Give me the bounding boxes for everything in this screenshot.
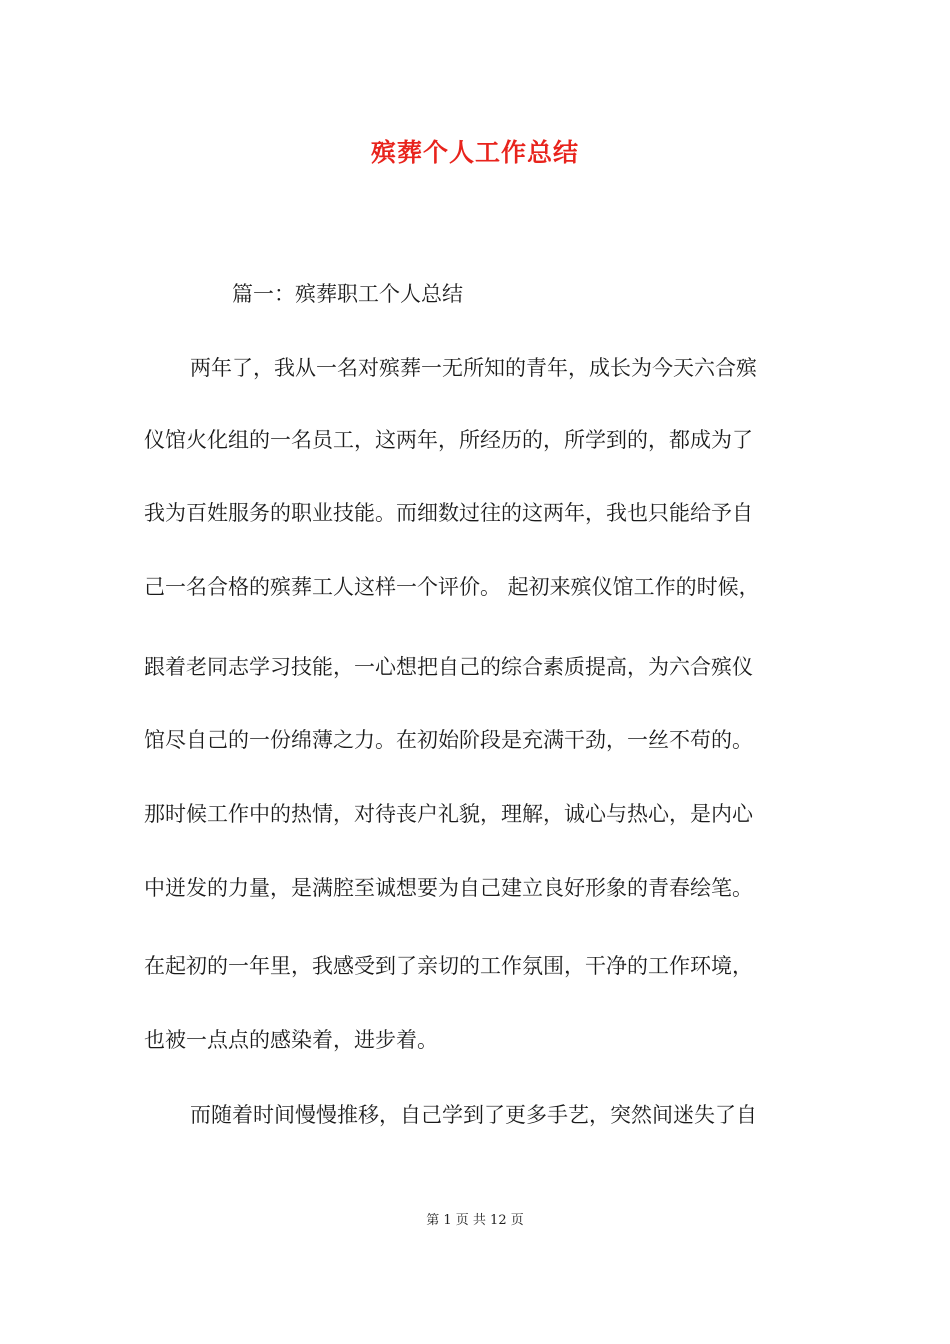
body-line: 也被一点点的感染着，进步着。 [144, 1028, 438, 1052]
body-line: 两年了，我从一名对殡葬一无所知的青年，成长为今天六合殡 [190, 356, 757, 380]
body-line: 我为百姓服务的职业技能。而细数过往的这两年，我也只能给予自 [144, 501, 753, 525]
page-footer: 第 1 页 共 12 页 [426, 1213, 524, 1228]
body-line: 仪馆火化组的一名员工，这两年，所经历的，所学到的，都成为了 [144, 428, 753, 452]
body-line: 己一名合格的殡葬工人这样一个评价。 起初来殡仪馆工作的时候， [144, 575, 760, 599]
body-line: 跟着老同志学习技能，一心想把自己的综合素质提高，为六合殡仪 [144, 655, 753, 679]
body-line: 而随着时间慢慢推移，自己学到了更多手艺，突然间迷失了自 [190, 1103, 757, 1127]
body-line: 在起初的一年里，我感受到了亲切的工作氛围，干净的工作环境， [144, 954, 753, 978]
body-line: 馆尽自己的一份绵薄之力。在初始阶段是充满干劲，一丝不苟的。 [144, 728, 753, 752]
section-heading: 篇一：殡葬职工个人总结 [232, 282, 463, 306]
document-title: 殡葬个人工作总结 [370, 138, 579, 167]
body-line: 那时候工作中的热情，对待丧户礼貌，理解，诚心与热心，是内心 [144, 802, 753, 826]
body-line: 中迸发的力量，是满腔至诚想要为自己建立良好形象的青春绘笔。 [144, 876, 753, 900]
